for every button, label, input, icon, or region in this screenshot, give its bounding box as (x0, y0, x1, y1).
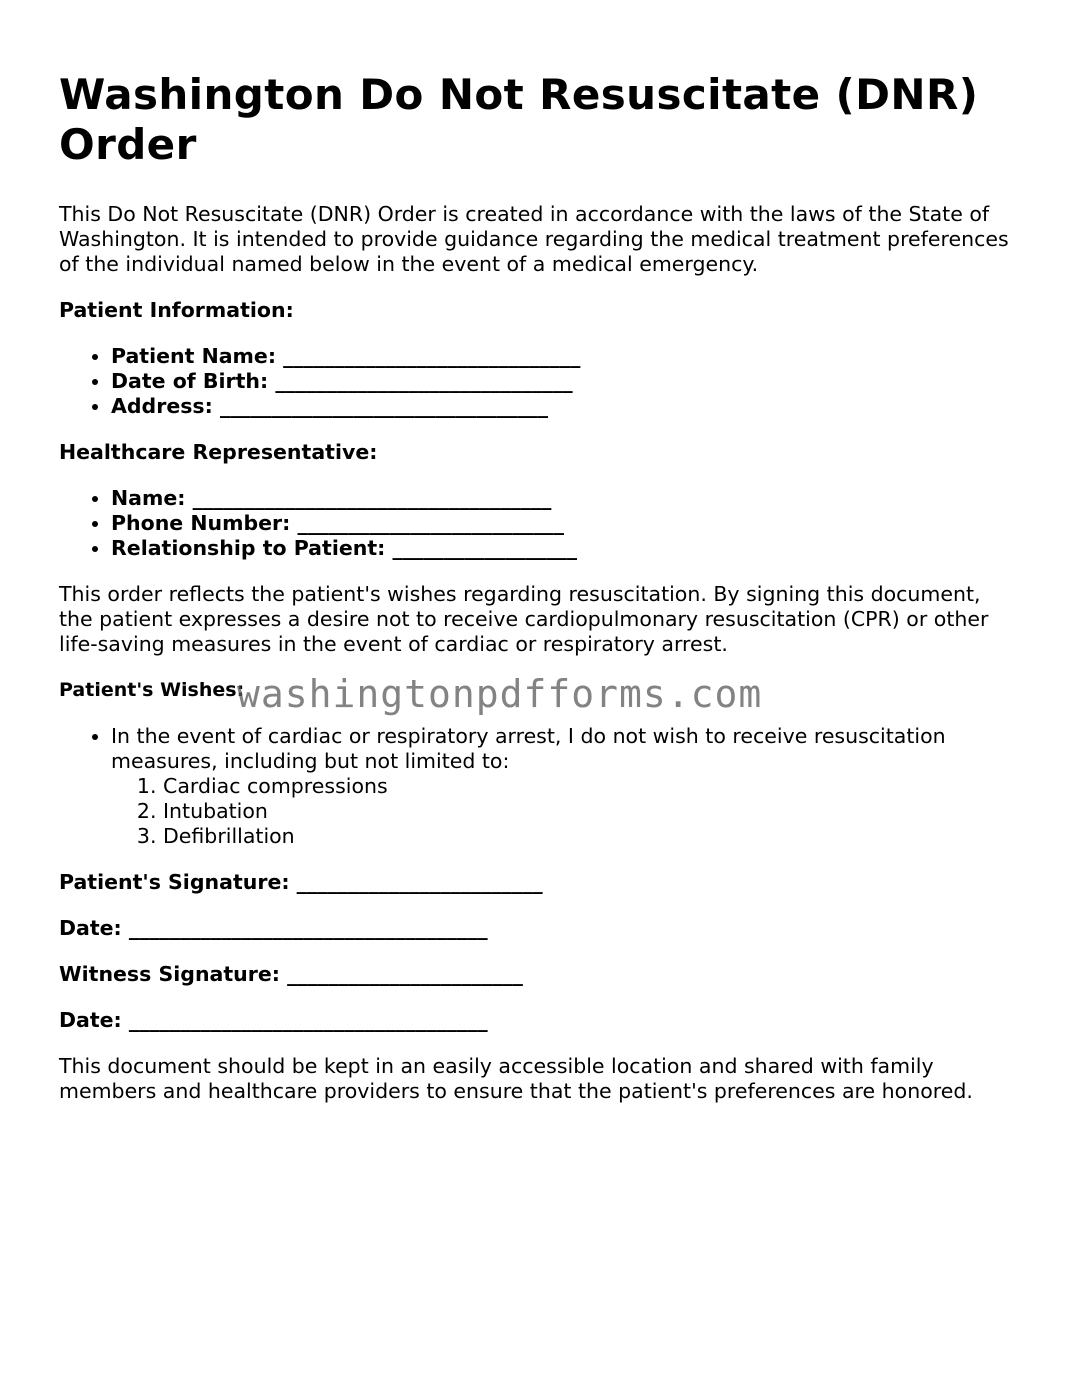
patient-signature-line: Patient's Signature: ________________________ (59, 870, 543, 894)
date-of-birth-field: • Date of Birth: _____________________________ (111, 369, 1019, 394)
measure-item: 2. Intubation (163, 799, 1019, 824)
wishes-list (59, 724, 1019, 849)
page-title: Washington Do Not Resuscitate (DNR) Order (59, 70, 979, 169)
rep-name-field: • Name: ___________________________________ (111, 486, 1019, 511)
patient-info-list (59, 344, 1019, 419)
rep-phone-field: • Phone Number: __________________________ (111, 511, 1019, 536)
measures-list (111, 774, 1019, 849)
rep-relationship-field: • Relationship to Patient: __________________ (111, 536, 1019, 561)
patient-date-line: Date: ___________________________________ (59, 916, 488, 940)
representative-list (59, 486, 1019, 561)
representative-heading: Healthcare Representative: (59, 440, 378, 464)
watermark-text: washingtonpdfforms.com (237, 672, 763, 716)
document-page (59, 70, 1019, 1125)
witness-signature-line: Witness Signature: _______________________ (59, 962, 523, 986)
closing-paragraph: This document should be kept in an easily accessible location and shared with family members and healthcare providers to ensure that the patient's preferences are honored. (59, 1054, 973, 1103)
wishes-statement-item (111, 724, 1019, 849)
witness-date-line: Date: ___________________________________ (59, 1008, 488, 1032)
wishes-statement: In the event of cardiac or respiratory arrest, I do not wish to receive resuscitation measures, including but not limited to: (111, 724, 946, 773)
patient-name-field: • Patient Name: _____________________________ (111, 344, 1019, 369)
measure-item: 1. Cardiac compressions (163, 774, 1019, 799)
address-field: • Address: ________________________________ (111, 394, 1019, 419)
order-paragraph: This order reflects the patient's wishes regarding resuscitation. By signing this document, the patient expresses a desire not to receive cardiopulmonary resuscitation (CPR) or other life-saving measures in the event of cardiac or respiratory arrest. (59, 582, 989, 656)
patient-info-heading: Patient Information: (59, 298, 294, 322)
measure-item: 3. Defibrillation (163, 824, 1019, 849)
intro-paragraph: This Do Not Resuscitate (DNR) Order is created in accordance with the laws of the State of Washington. It is intended to provide guidance regarding the medical treatment preferences of the individual named below in the event of a medical emergency. (59, 202, 1009, 276)
wishes-heading: Patient's Wishes: (59, 679, 245, 701)
